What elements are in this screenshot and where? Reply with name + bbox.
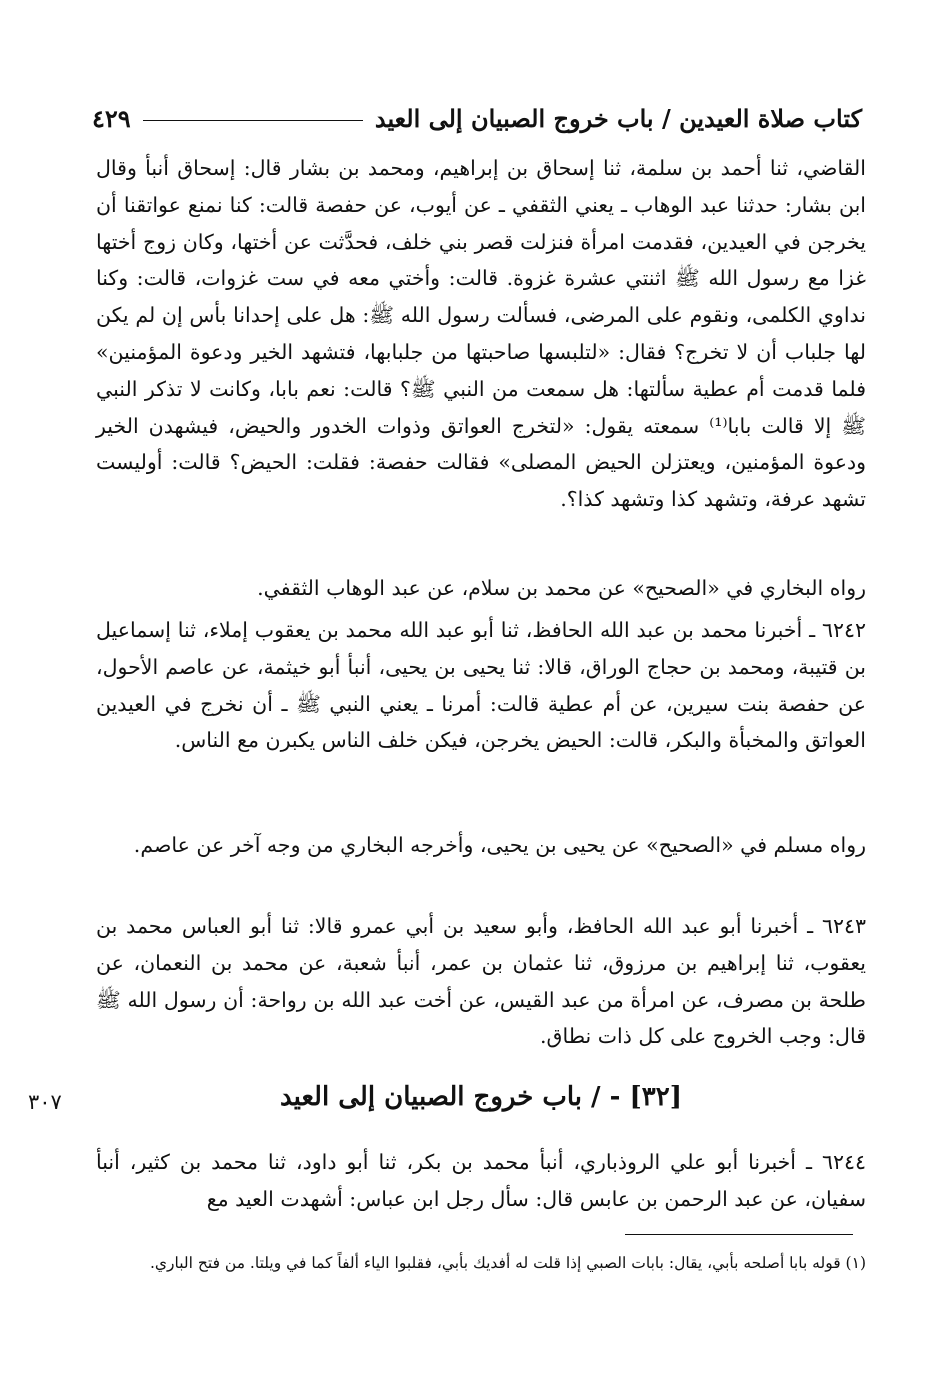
paragraph-muslim-note: رواه مسلم في «الصحيح» عن يحيى بن يحيى، وأخرجه البخاري من وجه آخر عن عاصم. <box>133 833 866 857</box>
footnote: (١) قوله بابا أصلحه بأبي، يقال: بابات الصبي إذا قلت له أفديك بأبي، فقلبوا الياء ألفاً كما في ويلتا. من فتح الباري. <box>149 1254 866 1272</box>
paragraph-bukhari-note: رواه البخاري في «الصحيح» عن محمد بن سلام، عن عبد الوهاب الثقفي. <box>257 576 866 600</box>
header-rule <box>143 120 363 121</box>
margin-page-reference: ٣٠٧ <box>28 1090 62 1114</box>
paragraph-hadith-continuation: القاضي، ثنا أحمد بن سلمة، ثنا إسحاق بن إبراهيم، ومحمد بن بشار قال: إسحاق أنبأ وقال ابن بشار: حدثنا عبد الوهاب ـ يعني الثقفي ـ عن أيوب، عن حفصة قالت: كنا نمنع عواتقنا أن يخرجن في العيدين، فقدمت امرأة فنزلت قصر بني خلف، فحدَّثت عن أختها، وكان زوج أختها غزا مع رسول الله ﷺ اثنتي عشرة غزوة. قالت: وأختي معه في ست غزوات، قالت: وكنا نداوي الكلمى، ونقوم على المرضى، فسألت رسول الله ﷺ: هل على إحدانا بأس إن لم يكن لها جلباب أن لا تخرج؟ فقال: «لتلبسها صاحبتها من جلبابها، فتشهد الخير ودعوة المؤمنين» فلما قدمت أم عطية سألتها: هل سمعت من النبي ﷺ؟ قالت: نعم بابا، وكانت لا تذكر النبي ﷺ إلا قالت بابا⁽¹⁾ سمعته يقول: «لتخرج العواتق وذوات الخدور والحيض، فيشهدن الخير ودعوة المؤمنين، ويعتزلن الحيض المصلى» فقالت حفصة: فقلت: الحيض؟ قالت: أوليست تشهد عرفة، وتشهد كذا وتشهد كذا؟. <box>96 156 866 512</box>
running-header <box>92 96 862 140</box>
page-number: ٤٢٩ <box>92 103 131 133</box>
footnote-separator <box>625 1234 853 1235</box>
section-heading: [٣٢] - / باب خروج الصبيان إلى العيد <box>280 1082 682 1112</box>
paragraph-hadith-6244: ٦٢٤٤ ـ أخبرنا أبو علي الروذباري، أنبأ محمد بن بكر، ثنا أبو داود، ثنا محمد بن كثير، أنبأ سفيان، عن عبد الرحمن بن عابس قال: سأل رجل ابن عباس: أشهدت العيد مع <box>96 1150 866 1211</box>
header-title: كتاب صلاة العيدين / باب خروج الصبيان إلى العيد <box>374 103 862 133</box>
paragraph-hadith-6242: ٦٢٤٢ ـ أخبرنا محمد بن عبد الله الحافظ، ثنا أبو عبد الله محمد بن يعقوب إملاء، ثنا إسماعيل بن قتيبة، ومحمد بن حجاج الوراق، قالا: ثنا يحيى بن يحيى، أنبأ أبو خيثمة، عن عاصم الأحول، عن حفصة بنت سيرين، عن أم عطية قالت: أمرنا ـ يعني النبي ﷺ ـ أن نخرج في العيدين العواتق والمخبأة والبكر، قالت: الحيض يخرجن، فيكن خلف الناس يكبرن مع الناس. <box>96 618 866 753</box>
paragraph-hadith-6243: ٦٢٤٣ ـ أخبرنا أبو عبد الله الحافظ، وأبو سعيد بن أبي عمرو قالا: ثنا أبو العباس محمد بن يعقوب، ثنا إبراهيم بن مرزوق، ثنا عثمان بن عمر، أنبأ شعبة، عن محمد بن النعمان، عن طلحة بن مصرف، عن امرأة من عبد القيس، عن أخت عبد الله بن رواحة: أن رسول الله ﷺ قال: وجب الخروج على كل ذات نطاق. <box>96 914 866 1049</box>
